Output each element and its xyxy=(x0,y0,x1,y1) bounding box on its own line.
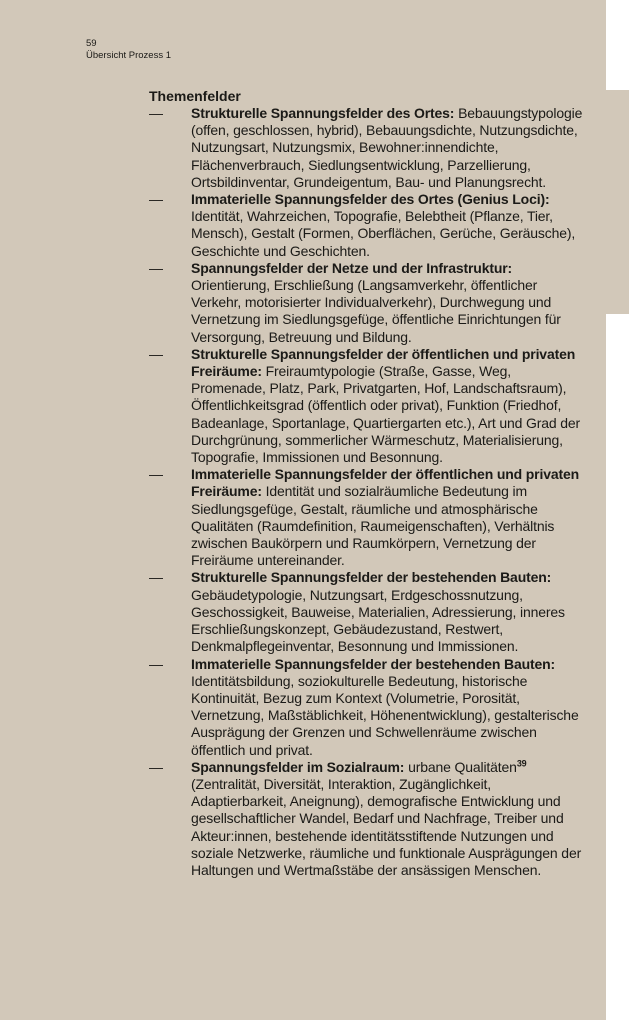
item-text: Freiraumtypologie (Straße, Gasse, Weg, Promenade, Platz, Park, Privatgarten, Hof, Landschaftsraum), Öffentlichkeitsgrad (öffentlich oder privat), Funktion (Friedhof, Badeanlage, Sportanlage, Quartiergarten etc.), Art und Grad der Durchgrünung, sommerlicher Wärmeschutz, Materialisierung, Topografie, Immissionen und Besonnung. xyxy=(191,363,581,466)
running-title: Übersicht Prozess 1 xyxy=(86,49,172,61)
list-item xyxy=(149,466,589,569)
dash-bullet: — xyxy=(149,466,163,483)
item-text: Identität und sozialräumliche Bedeutung im Siedlungsgefüge, Gestalt, räumliche und atmosphärische Qualitäten (Raumdefinition, Raumeigenschaften), Verhältnis zwischen Baukörpern und Raumkörpern, Vernetzung der Freiräume untereinander. xyxy=(191,483,555,569)
item-label: Immaterielle Spannungsfelder des Ortes (Genius Loci): xyxy=(191,191,550,208)
list-item xyxy=(149,346,589,466)
item-text: Orientierung, Erschließung (Langsamverkehr, öffentlicher Verkehr, motorisierter Individualverkehr), Durchwegung und Vernetzung im Siedlungsgefüge, öffentliche Einrichtungen für Versorgung, Betreuung und Bildung. xyxy=(191,277,561,345)
dash-bullet: — xyxy=(149,758,163,775)
page-edge-tab xyxy=(606,90,629,314)
section-title: Themenfelder xyxy=(149,88,241,104)
page-number: 59 xyxy=(86,38,97,49)
item-label: Strukturelle Spannungsfelder der öffentlichen und privaten Freiräume: xyxy=(191,345,576,380)
running-header xyxy=(86,38,171,61)
list-item xyxy=(149,191,589,260)
item-label: Immaterielle Spannungsfelder der öffentlichen und privaten Freiräume: xyxy=(191,466,580,500)
dash-bullet: — xyxy=(149,655,163,672)
dash-bullet: — xyxy=(149,191,163,208)
list-item xyxy=(149,759,589,879)
item-label: Immaterielle Spannungsfelder der bestehenden Bauten: xyxy=(191,655,556,672)
dash-bullet: — xyxy=(149,105,163,121)
list-item xyxy=(149,260,589,346)
item-text: Bebauungstypologie (offen, geschlossen, hybrid), Bebauungsdichte, Nutzungsdichte, Nutzungsart, Nutzungsmix, Bewohner:innendichte, Flächenverbrauch, Siedlungsentwicklung, Parzellierung, Ortsbildinventar, Grundeigentum, Bau- und Planungsrecht. xyxy=(191,105,583,190)
topic-list xyxy=(149,105,589,879)
item-label: Spannungsfelder der Netze und der Infrastruktur: xyxy=(191,259,513,276)
item-label: Strukturelle Spannungsfelder der bestehenden Bauten: xyxy=(191,569,552,586)
item-label: Strukturelle Spannungsfelder des Ortes: xyxy=(191,105,455,121)
list-item xyxy=(149,569,589,655)
item-text: urbane Qualitäten xyxy=(404,758,517,775)
dash-bullet: — xyxy=(149,345,163,362)
dash-bullet: — xyxy=(149,569,163,586)
dash-bullet: — xyxy=(149,259,163,276)
item-text: Gebäudetypologie, Nutzungsart, Erdgeschossnutzung, Geschossigkeit, Bauweise, Materialien, Adressierung, inneres Erschließungskonzept, Gebäudezustand, Restwert, Denkmalpflegeinventar, Besonnung und Immissionen. xyxy=(191,586,565,655)
footnote-reference: 39 xyxy=(516,758,527,769)
item-text-continued: (Zentralität, Diversität, Interaktion, Zugänglichkeit, Adaptierbarkeit, Aneignung), demografische Entwicklung und gesellschaftlicher Wandel, Bedarf und Nachfrage, Treiber und Akteur:innen, bestehende identitätsstiftende Nutzungen und soziale Netzwerke, räumliche und funktionale Ausprägungen der Haltungen und Wertmaßstäbe der ansässigen Menschen. xyxy=(191,775,582,878)
list-item xyxy=(149,656,589,759)
item-label: Spannungsfelder im Sozialraum: xyxy=(191,758,405,775)
list-item xyxy=(149,105,589,191)
item-text: Identitätsbildung, soziokulturelle Bedeutung, historische Kontinuität, Bezug zum Kontext (Volumetrie, Porosität, Vernetzung, Maßstäblichkeit, Höhenentwicklung), gestalterische Ausprägung der Grenzen und Schwellenräume zwischen öffentlich und privat. xyxy=(191,672,579,758)
item-text: Identität, Wahrzeichen, Topografie, Belebtheit (Pflanze, Tier, Mensch), Gestalt (Formen, Oberflächen, Gerüche, Geräusche), Geschichte und Geschichten. xyxy=(191,208,576,259)
